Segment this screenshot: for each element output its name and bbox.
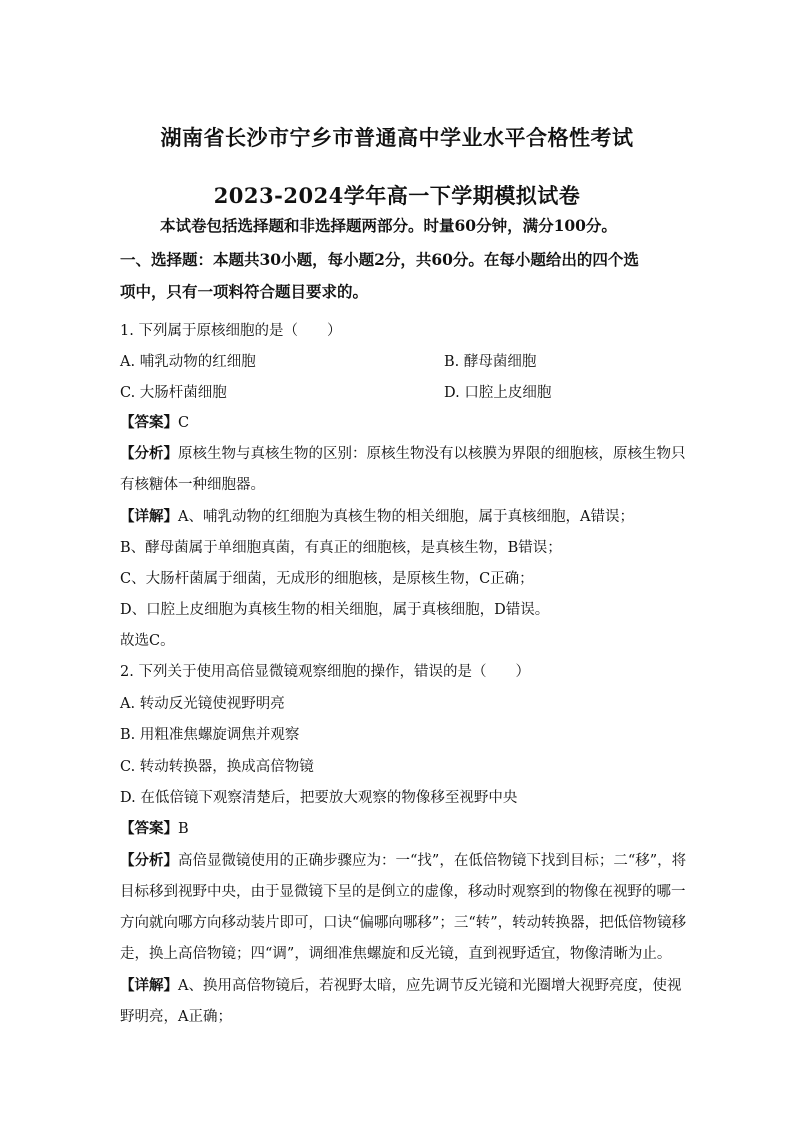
question-2-detail-line2: 野明亮，A正确； — [120, 1009, 232, 1025]
answer-value: B — [178, 821, 189, 837]
question-1-detail-line2: B、酵母菌属于单细胞真菌，有真正的细胞核，是真核生物，B错误； — [120, 540, 562, 556]
question-1-analysis-line1 — [120, 444, 686, 464]
question-1-option-d: D. 口腔上皮细胞 — [444, 385, 552, 401]
analysis-tag: 【分析】 — [120, 852, 178, 869]
question-2-analysis-line1 — [120, 851, 686, 871]
question-1-detail-line4: D、口腔上皮细胞为真核生物的相关细胞，属于真核细胞，D错误。 — [120, 602, 550, 618]
question-1-conclusion: 故选C。 — [120, 633, 175, 649]
detail-tag: 【详解】 — [120, 508, 178, 525]
question-2-detail-line1 — [120, 976, 681, 996]
section-heading-line1: 一、选择题：本题共30小题，每小题2分，共60分。在每小题给出的四个选 — [120, 250, 639, 269]
section-heading-line2: 项中，只有一项料符合题目要求的。 — [120, 282, 369, 301]
question-1-answer — [120, 413, 189, 433]
detail-text: A、哺乳动物的红细胞为真核生物的相关细胞，属于真核细胞，A错误； — [178, 509, 634, 525]
question-2-option-c: C. 转动转换器，换成高倍物镜 — [120, 759, 314, 775]
answer-value: C — [178, 415, 190, 431]
question-2-stem: 2. 下列关于使用高倍显微镜观察细胞的操作，错误的是（ ） — [120, 664, 530, 680]
question-2-option-a: A. 转动反光镜使视野明亮 — [120, 696, 285, 712]
exam-title: 湖南省长沙市宁乡市普通高中学业水平合格性考试 — [160, 125, 634, 150]
question-1-stem: 1. 下列属于原核细胞的是（ ） — [120, 323, 342, 339]
answer-tag: 【答案】 — [120, 820, 178, 837]
detail-tag: 【详解】 — [120, 977, 178, 994]
analysis-text: 原核生物与真核生物的区别：原核生物没有以核膜为界限的细胞核，原核生物只 — [178, 446, 686, 462]
question-2-analysis-line3: 方向就向哪方向移动装片即可，口诀“偏哪向哪移”；三“转”，转动转换器，把低倍物镜移 — [120, 915, 687, 931]
analysis-tag: 【分析】 — [120, 445, 178, 462]
question-2-analysis-line4: 走，换上高倍物镜；四“调”，调细准焦螺旋和反光镜，直到视野适宜，物像清晰为止。 — [120, 946, 672, 962]
question-1-option-b: B. 酵母菌细胞 — [444, 354, 537, 370]
question-1-analysis-line2: 有核糖体一种细胞器。 — [120, 477, 265, 493]
question-2-answer — [120, 819, 189, 839]
question-1-detail-line1 — [120, 507, 634, 527]
question-1-option-c: C. 大肠杆菌细胞 — [120, 385, 227, 401]
question-1-detail-line3: C、大肠杆菌属于细菌，无成形的细胞核，是原核生物，C正确； — [120, 571, 534, 587]
answer-tag: 【答案】 — [120, 414, 178, 431]
exam-intro: 本试卷包括选择题和非选择题两部分。时量60分钟，满分100分。 — [160, 216, 617, 235]
analysis-text: 高倍显微镜使用的正确步骤应为：一“找”，在低倍物镜下找到目标；二“移”，将 — [178, 853, 687, 869]
question-2-analysis-line2: 目标移到视野中央，由于显微镜下呈的是倒立的虚像，移动时观察到的物像在视野的哪一 — [120, 884, 686, 900]
question-2-option-d: D. 在低倍镜下观察清楚后，把要放大观察的物像移至视野中央 — [120, 790, 518, 806]
detail-text: A、换用高倍物镜后，若视野太暗，应先调节反光镜和光圈增大视野亮度，使视 — [178, 978, 682, 994]
question-1-option-a: A. 哺乳动物的红细胞 — [120, 354, 256, 370]
question-2-option-b: B. 用粗准焦螺旋调焦并观察 — [120, 727, 300, 743]
exam-subtitle: 2023-2024学年高一下学期模拟试卷 — [213, 183, 581, 208]
